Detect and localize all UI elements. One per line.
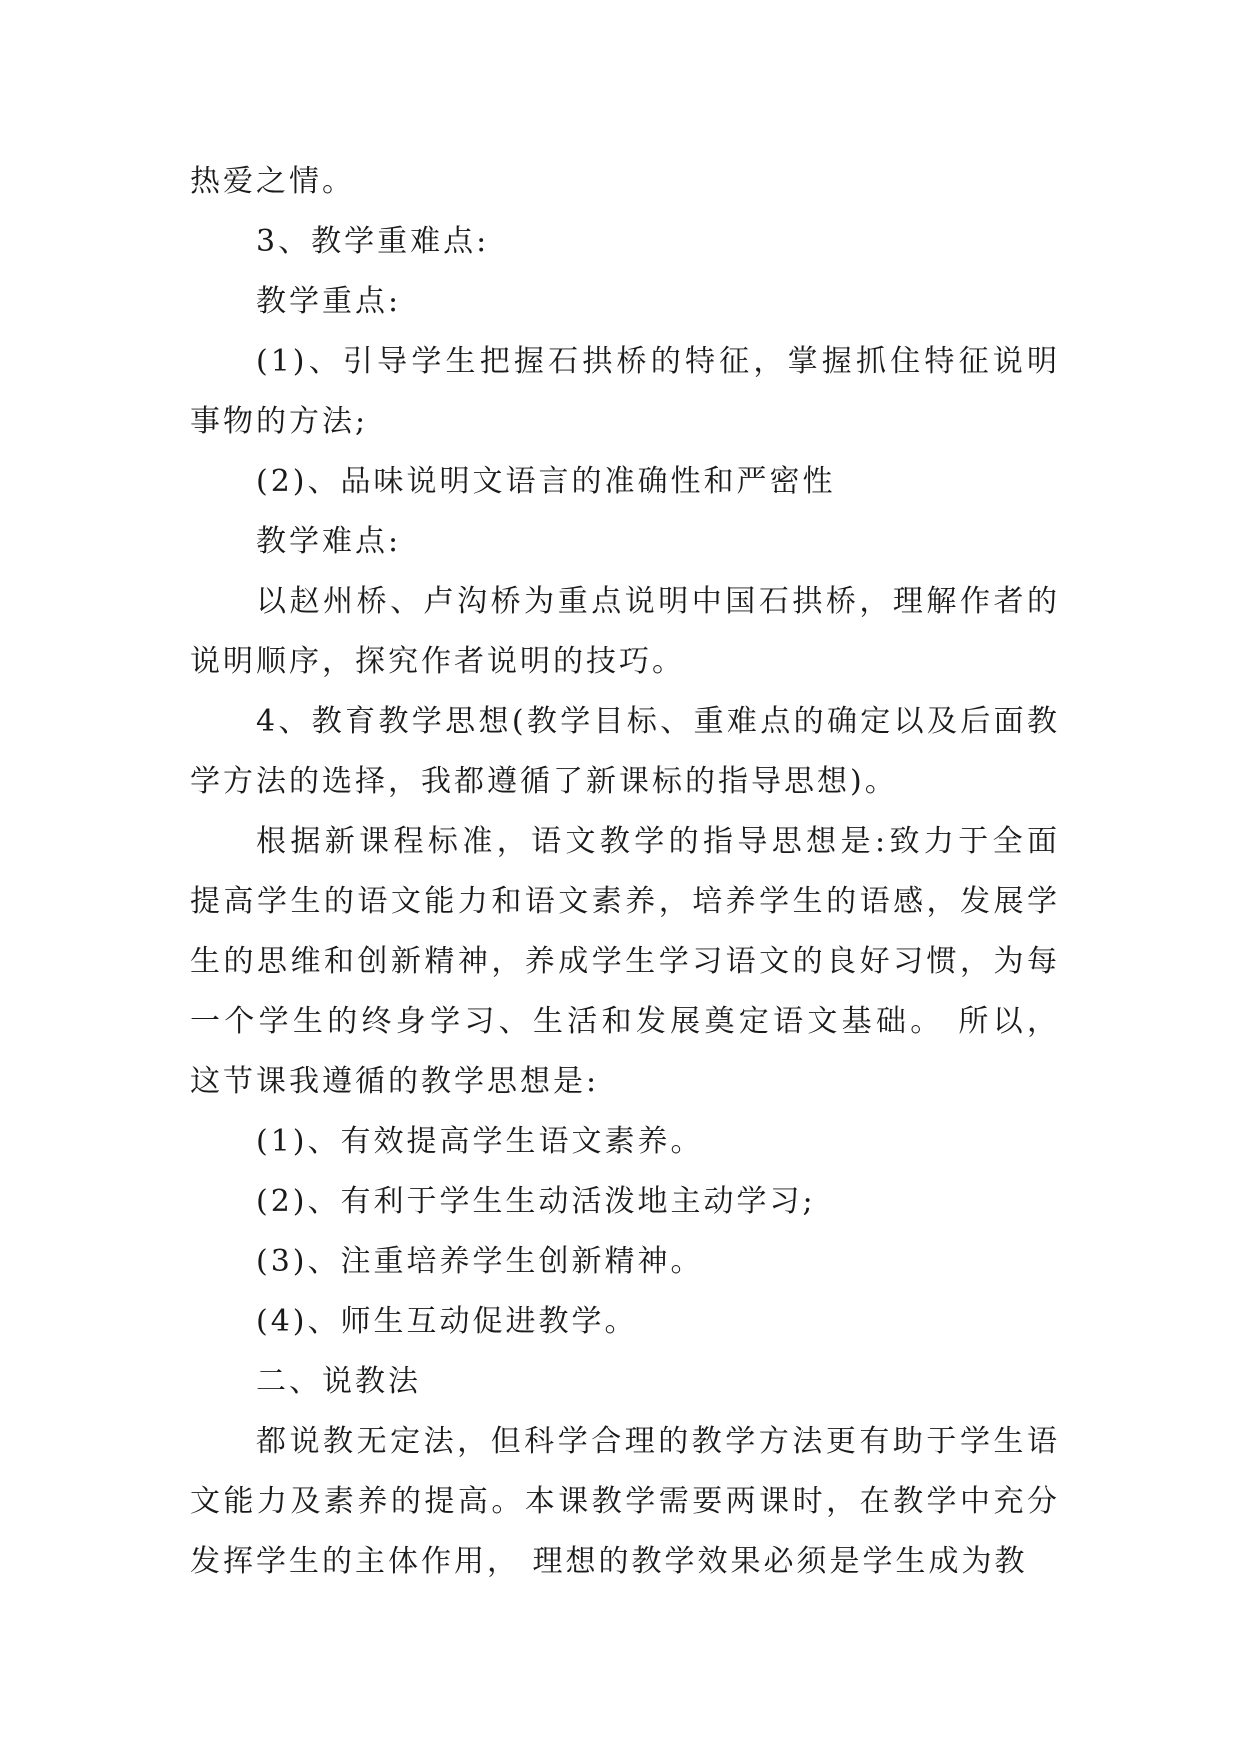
paragraph-13: (4)、师生互动促进教学。 xyxy=(256,1304,638,1339)
paragraph-1: 热爱之情。 xyxy=(190,164,355,199)
paragraph-11: (2)、有利于学生生动活泼地主动学习; xyxy=(256,1184,816,1219)
paragraph-5: (2)、品味说明文语言的准确性和严密性 xyxy=(256,464,836,499)
paragraph-7: 以赵州桥、卢沟桥为重点说明中国石拱桥，理解作者的说明顺序，探究作者说明的技巧。 xyxy=(190,584,1060,679)
paragraph-9: 根据新课程标准，语文教学的指导思想是:致力于全面提高学生的语文能力和语文素养，培养学生的语感，发展学生的思维和创新精神，养成学生学习语文的良好习惯，为每一个学生的终身学习、生活和发展奠定语文基础。 所以，这节课我遵循的教学思想是: xyxy=(190,824,1060,1099)
paragraph-2: 3、教学重难点: xyxy=(256,224,490,259)
document-page xyxy=(190,152,1060,1592)
paragraph-4: (1)、引导学生把握石拱桥的特征，掌握抓住特征说明事物的方法; xyxy=(190,344,1060,439)
paragraph-10: (1)、有效提高学生语文素养。 xyxy=(256,1124,704,1159)
paragraph-12: (3)、注重培养学生创新精神。 xyxy=(256,1244,704,1279)
paragraph-15: 都说教无定法，但科学合理的教学方法更有助于学生语文能力及素养的提高。本课教学需要两课时，在教学中充分发挥学生的主体作用， 理想的教学效果必须是学生成为教 xyxy=(190,1424,1060,1579)
paragraph-6: 教学难点: xyxy=(256,524,402,559)
paragraph-8: 4、教育教学思想(教学目标、重难点的确定以及后面教学方法的选择，我都遵循了新课标的指导思想)。 xyxy=(190,704,1060,799)
paragraph-3: 教学重点: xyxy=(256,284,402,319)
section-heading: 二、说教法 xyxy=(256,1364,421,1399)
